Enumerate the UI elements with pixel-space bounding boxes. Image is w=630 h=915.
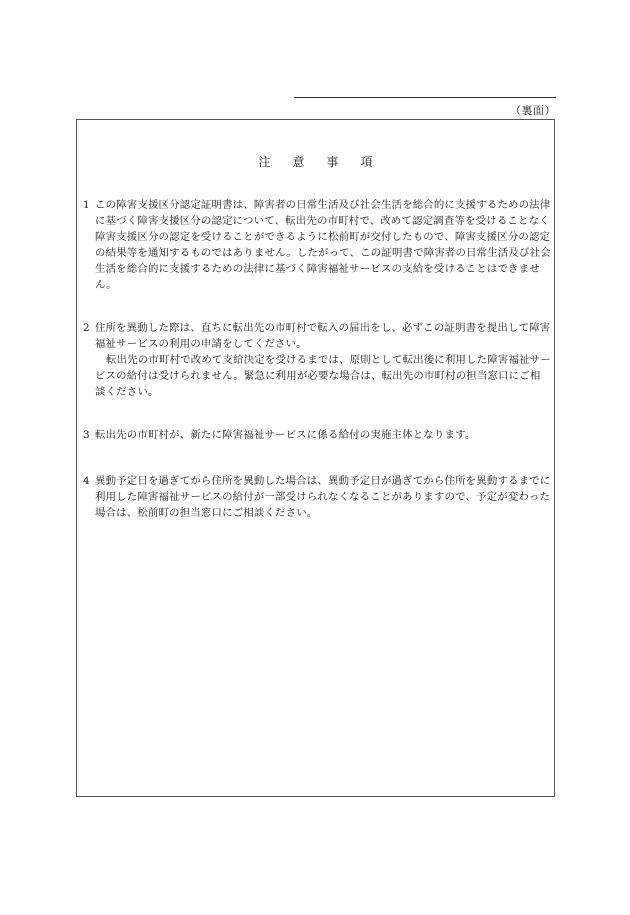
item-number: 2 bbox=[83, 322, 90, 334]
reverse-side-label: （裏面） bbox=[510, 104, 556, 117]
item-number: 4 bbox=[83, 475, 90, 487]
notice-item-1 bbox=[83, 197, 551, 293]
notice-item-4 bbox=[83, 473, 551, 521]
item-number: 3 bbox=[83, 429, 90, 441]
notice-item-2 bbox=[83, 320, 551, 400]
notice-heading: 注意事項 bbox=[258, 155, 395, 169]
item-text: 住所を異動した際は、直ちに転出先の市町村で転入の届出をし、必ずこの証明書を提出して障害福祉サービスの利用の申請をしてください。 bbox=[95, 322, 551, 350]
top-rule bbox=[294, 97, 556, 98]
notice-frame bbox=[76, 119, 555, 797]
notice-item-3 bbox=[83, 427, 551, 443]
item-text: 異動予定日を過ぎてから住所を異動した場合は、異動予定日が過ぎてから住所を異動するまでに利用した障害福祉サービスの給付が一部受けられなくなることがありますので、予定が変わった場合は、松前町の担当窓口にご相談ください。 bbox=[95, 475, 551, 519]
item-number: 1 bbox=[83, 199, 90, 211]
item-text: 転出先の市町村が、新たに障害福祉サービスに係る給付の実施主体となります。 bbox=[95, 429, 476, 441]
item-text-continued: 転出先の市町村で改めて支給決定を受けるまでは、原則として転出後に利用した障害福祉サービスの給付は受けられません。緊急に利用が必要な場合は、転出先の市町村の担当窓口にご相談ください。 bbox=[95, 354, 551, 398]
item-text: この障害支援区分認定証明書は、障害者の日常生活及び社会生活を総合的に支援するための法律に基づく障害支援区分の認定について、転出先の市町村で、改めて認定調査等を受けることなく障害支援区分の認定を受けることができるように松前町が交付したもので、障害支援区分の認定の結果等を通知するものではありません。したがって、この証明書で障害者の日常生活及び社会生活を総合的に支援するための法律に基づく障害福祉サービスの支給を受けることはできません。 bbox=[95, 199, 551, 291]
